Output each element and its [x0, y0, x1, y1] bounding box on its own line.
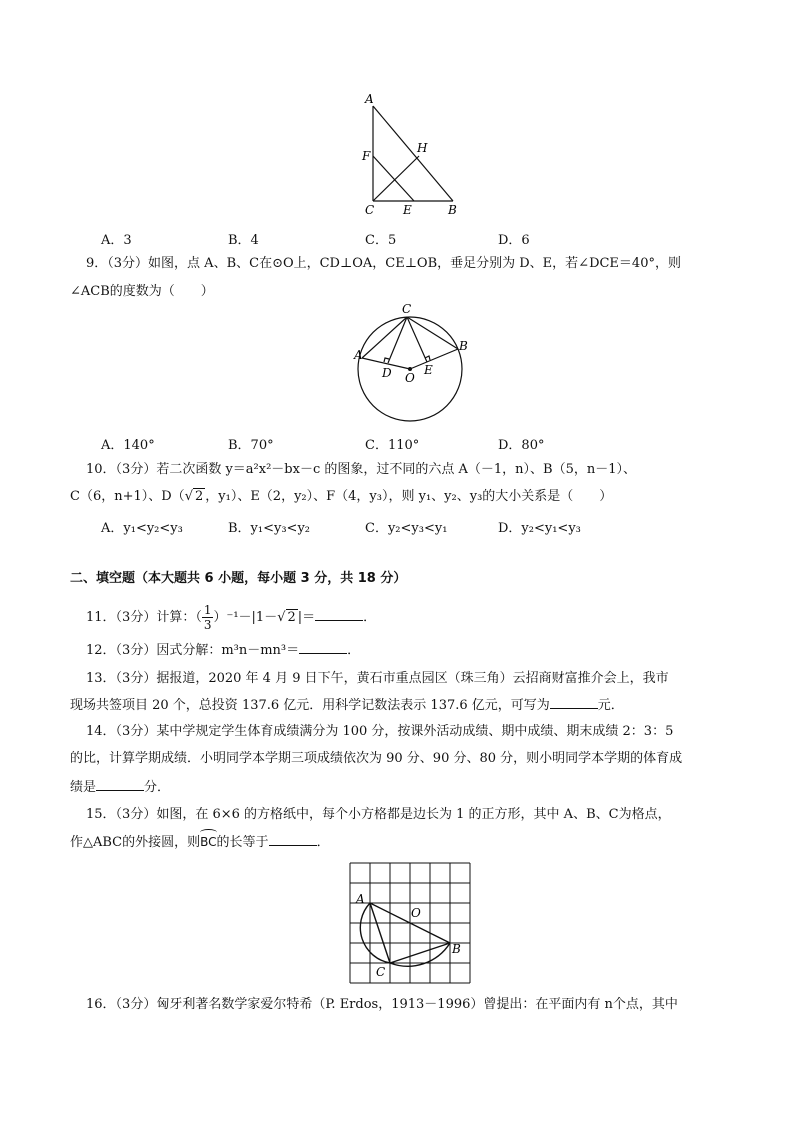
q10-option-b: B．y₁<y₃<y₂ — [228, 521, 311, 536]
answer-blank[interactable] — [550, 696, 598, 709]
q10-option-d: D．y₂<y₁<y₃ — [498, 521, 581, 536]
q10-stem-line2: C（6，n+1）、D（√ 2 ，y₁）、E（2，y₂）、F（4，y₃），则 y₁、y₂、y₃的大小关系是（ ） — [70, 489, 613, 504]
q9-option-a: A．140° — [101, 438, 155, 453]
q9-option-c: C．110° — [365, 438, 420, 453]
answer-blank[interactable] — [299, 641, 347, 654]
q11: 11．（3分）计算：（ $\frac{1}{3}$ ）⁻¹－|1－√ 2 |＝ ． — [86, 603, 377, 632]
grid-figure — [340, 853, 475, 988]
label-D: D — [382, 366, 392, 380]
label-C: C — [365, 203, 375, 217]
q13-line2: 现场共签项目 20 个，总投资 137.6 亿元．用科学记数法表示 137.6 亿元，可写为 元． — [70, 698, 624, 713]
q16-line1: 16．（3分）匈牙利著名数学家爱尔特希（P. Erdos，1913－1996）曾提出：在平面内有 n个点，其中 — [86, 997, 678, 1012]
circle-figure — [340, 300, 480, 425]
q10-option-c: C．y₂<y₃<y₁ — [365, 521, 448, 536]
q13-line1: 13．（3分）据报道，2020 年 4 月 9 日下午，黄石市重点园区（珠三角）云招商财富推介会上，我市 — [86, 671, 669, 686]
label-B: B — [452, 942, 461, 956]
section-heading: 二、填空题（本大题共 6 小题，每小题 3 分，共 18 分） — [70, 571, 407, 586]
q10-option-a: A．y₁<y₂<y₃ — [101, 521, 183, 536]
frac-num: 1 — [203, 603, 212, 617]
q15-line2: 作△ABC的外接圆，则 BC的长等于 ． — [70, 833, 330, 852]
q14-line1: 14．（3分）某中学规定学生体育成绩满分为 100 分，按课外活动成绩、期中成绩、期末成绩 2：3：5 — [86, 724, 674, 739]
label-A: A — [365, 92, 374, 106]
label-A: A — [354, 348, 363, 362]
frac-den: 3 — [203, 618, 212, 632]
q9-stem-line2: ∠ACB的度数为（ ） — [70, 284, 214, 299]
q8-option-b: B．4 — [228, 233, 259, 248]
answer-blank[interactable] — [96, 778, 144, 791]
label-H: H — [417, 141, 428, 155]
q8-option-d: D．6 — [498, 233, 530, 248]
q9-stem-line1: 9．（3分）如图，点 A、B、C在⊙O上，CD⊥OA，CE⊥OB，垂足分别为 D、E，若∠DCE＝40°，则 — [86, 256, 681, 271]
q9-option-d: D．80° — [498, 438, 545, 453]
q14-line3: 绩是 分． — [70, 780, 171, 795]
label-B: B — [459, 339, 468, 353]
q10-stem-line1: 10．（3分）若二次函数 y＝a²x²－bx－c 的图象，过不同的六点 A（－1，n）、B（5，n－1）、 — [86, 462, 636, 477]
arc-bc: BC — [200, 835, 217, 849]
label-O: O — [411, 906, 421, 920]
label-C: C — [402, 302, 412, 316]
answer-blank[interactable] — [315, 608, 363, 621]
q15-line1: 15．（3分）如图，在 6×6 的方格纸中，每个小方格都是边长为 1 的正方形，其中 A、B、C为格点， — [86, 807, 671, 822]
answer-blank[interactable] — [269, 833, 317, 846]
label-A: A — [356, 892, 365, 906]
q8-option-a: A．3 — [101, 233, 132, 248]
q12: 12．（3分）因式分解：m³n－mn³＝ ． — [86, 643, 361, 658]
label-O: O — [405, 371, 415, 385]
sqrt-2: 2 — [194, 489, 204, 504]
label-E: E — [424, 363, 433, 377]
label-F: F — [362, 149, 371, 163]
label-E: E — [403, 203, 412, 217]
q14-line2: 的比，计算学期成绩．小明同学本学期三项成绩依次为 90 分、90 分、80 分，则小明同学本学期的体育成 — [70, 751, 683, 766]
triangle-figure — [355, 90, 475, 220]
label-C: C — [376, 965, 386, 979]
label-B: B — [448, 203, 457, 217]
q8-option-c: C．5 — [365, 233, 397, 248]
q9-option-b: B．70° — [228, 438, 274, 453]
